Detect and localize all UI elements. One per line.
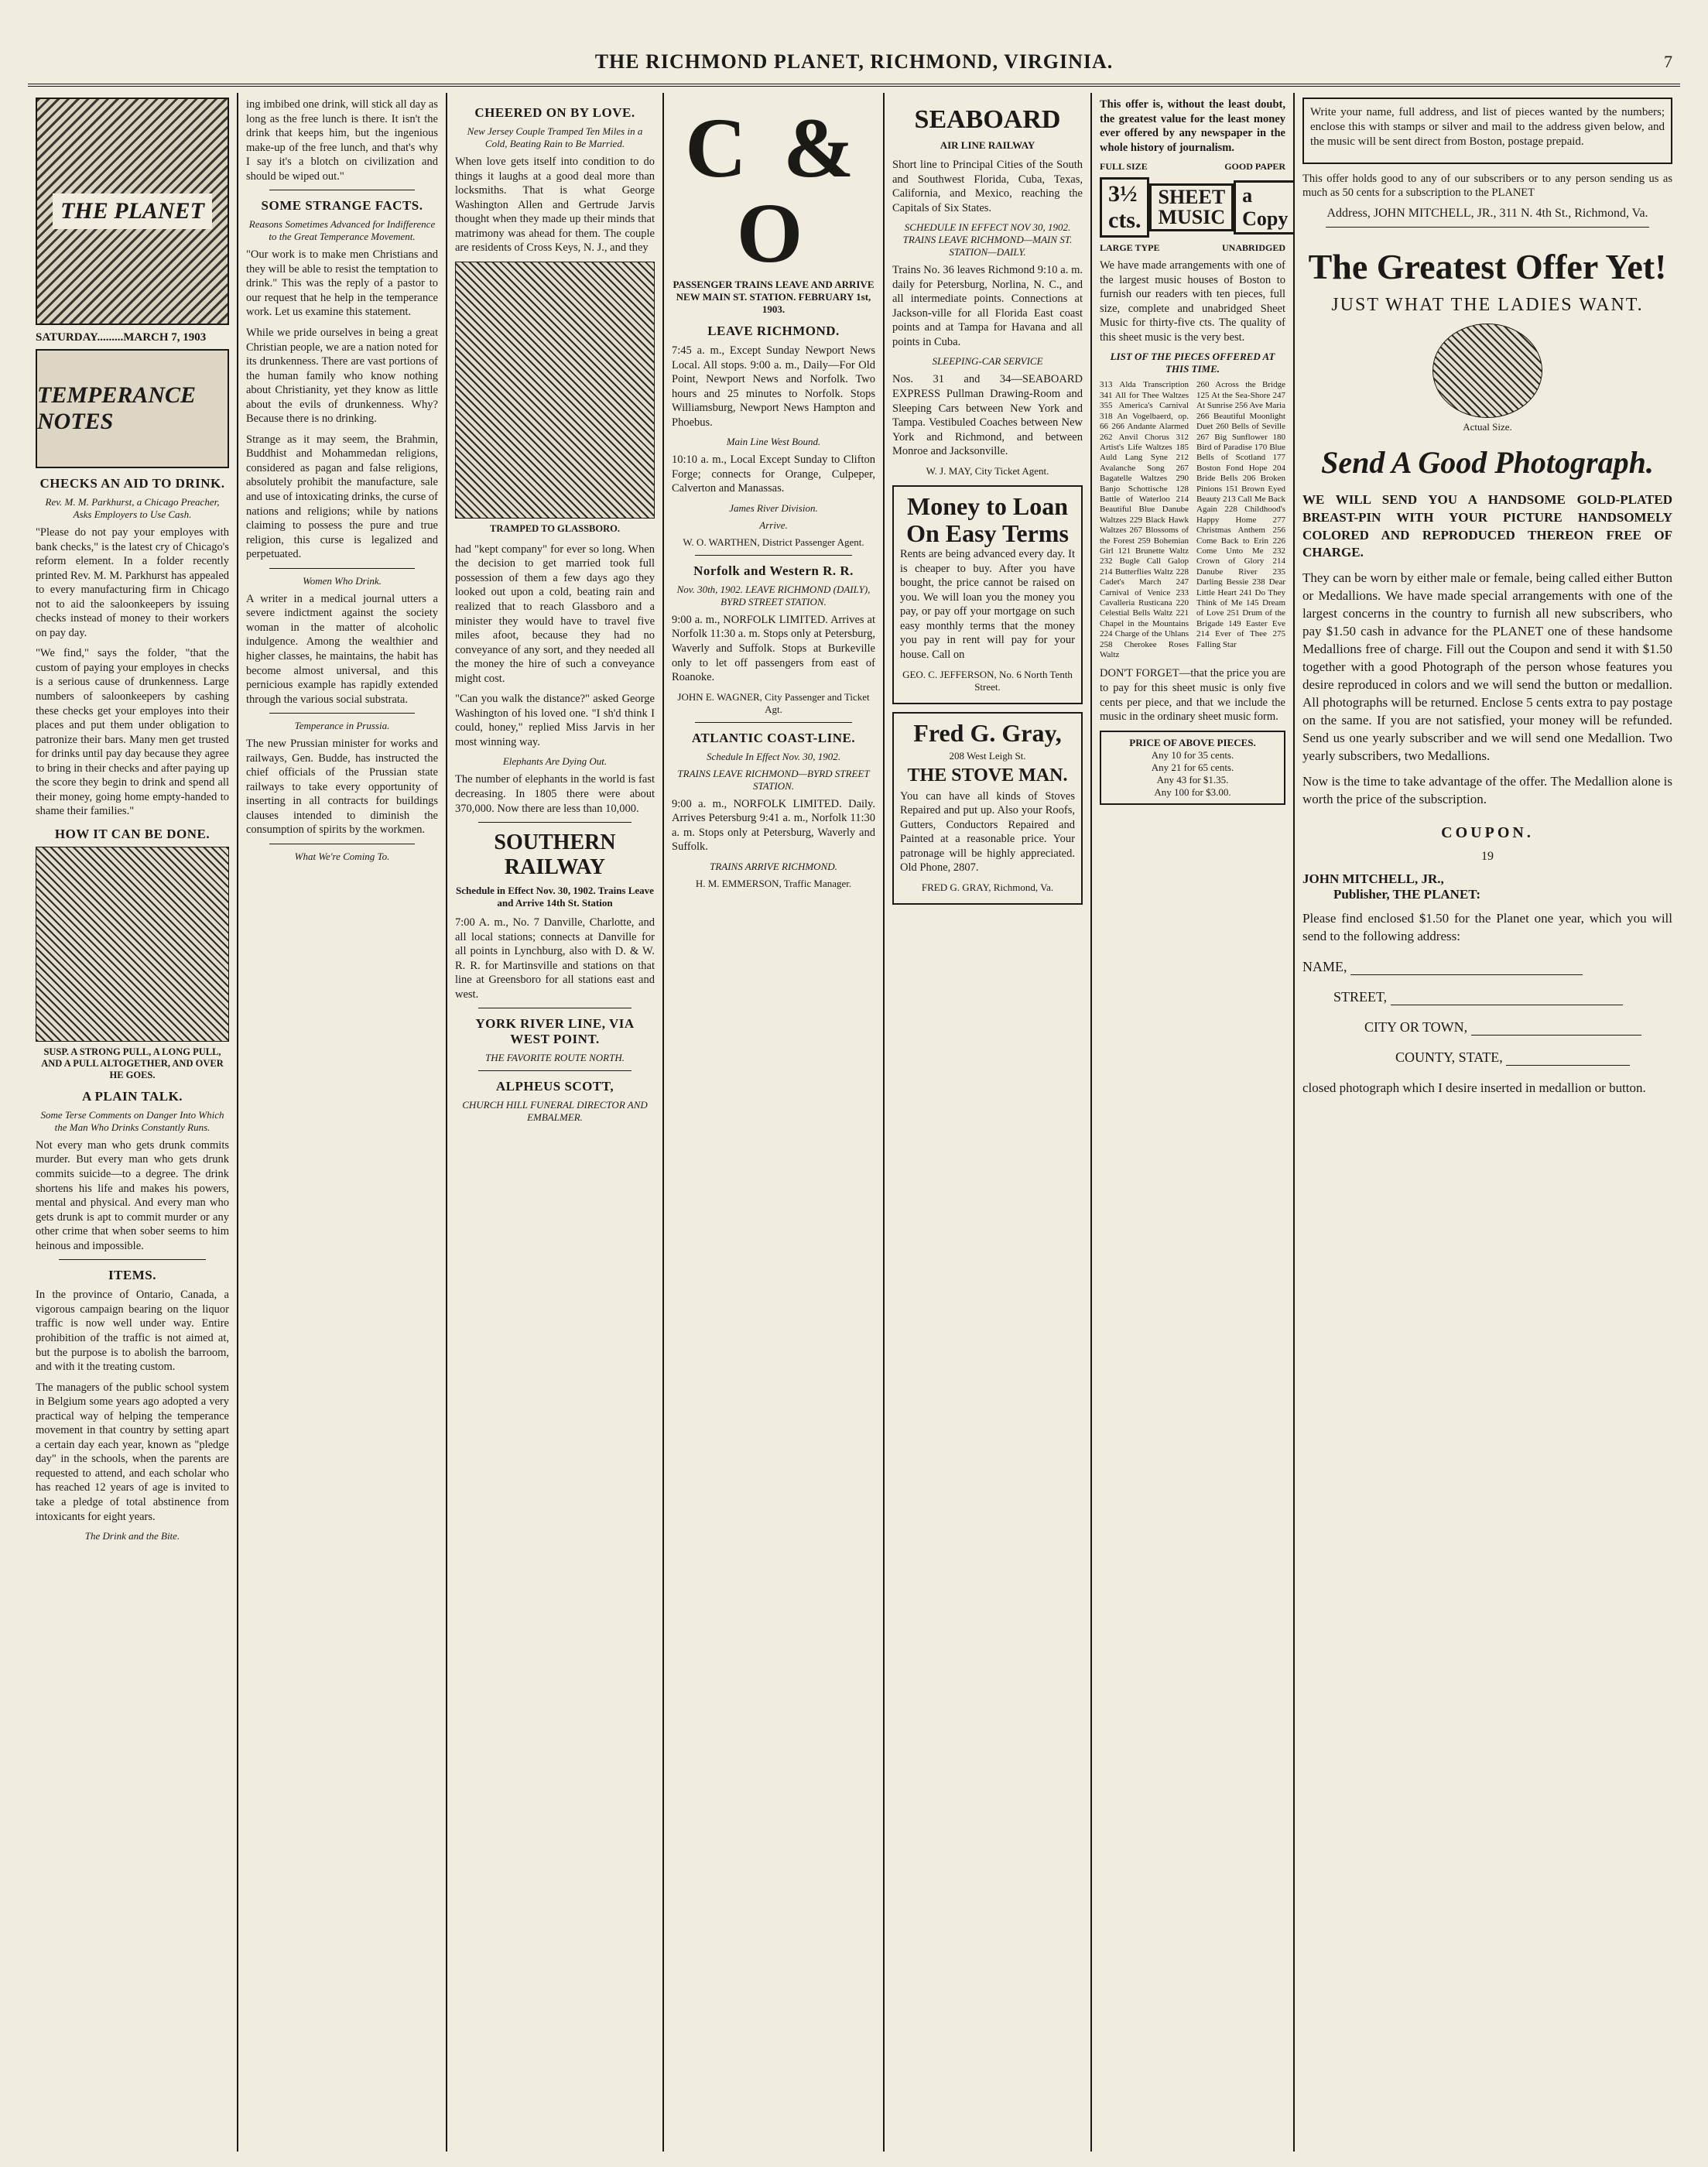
coupon-street-field[interactable] xyxy=(1333,989,1672,1005)
leave-richmond-head: LEAVE RICHMOND. xyxy=(707,324,840,338)
pieces-list xyxy=(1100,380,1285,660)
paragraph: 9:00 a. m., NORFOLK LIMITED. Arrives at Norfolk 11:30 a. m. Stops only at Petersburg, Waverly and Suffolk. Stops at Burkeville only to let off passengers from east of Roanoke. xyxy=(672,613,875,684)
fred-gray-address: 208 West Leigh St. xyxy=(949,749,1026,762)
tag-unabridged: UNABRIDGED xyxy=(1221,242,1285,254)
atlantic-coast-subhead: Schedule In Effect Nov. 30, 1902. xyxy=(706,750,841,762)
coupon-blank-line[interactable] xyxy=(1391,992,1623,1005)
money-to-loan-signature: GEO. C. JEFFERSON, No. 6 North Tenth Street. xyxy=(902,668,1073,693)
paragraph: While we pride ourselves in being a great Christian people, we are a nation noted for its drunkenness. There are vast portions of the human family who know nothing about Christianity, yet they know as little about the evils of drunkenness. Why? Because there is no drinking. xyxy=(246,327,438,426)
coupon-publisher: Publisher, THE PLANET: xyxy=(1333,886,1481,902)
coupon-county-label: COUNTY, STATE, xyxy=(1395,1049,1503,1066)
headline-checks: CHECKS AN AID TO DRINK. xyxy=(39,476,225,491)
dateline: SATURDAY.........MARCH 7, 1903 xyxy=(36,331,207,344)
norfolk-western-subhead: Nov. 30th, 1902. LEAVE RICHMOND (DAILY), BYRD STREET STATION. xyxy=(676,583,871,608)
paragraph: 7:45 a. m., Except Sunday Newport News Local. All stops. 9:00 a. m., Daily—For Old Point, Newport News and Norfolk. Two hours and 25 minutes to Norfolk. Stops Williamsburg, Newport News Hampton and Phoebus. xyxy=(672,344,875,429)
alpheus-scott-subhead: CHURCH HILL FUNERAL DIRECTOR AND EMBALMER. xyxy=(462,1099,648,1124)
southern-railway-schedule: Schedule in Effect Nov. 30, 1902. Trains Leave and Arrive 14th St. Station xyxy=(456,885,654,909)
divider xyxy=(695,555,852,556)
sheet-music-description: We have made arrangements with one of the largest music houses of Boston to furnish our readers with ten pieces, full size, complete and unabridged Sheet Music for thirty-five cts. The quality of this sheet music is the very best. xyxy=(1100,259,1285,344)
coupon-city-label: CITY OR TOWN, xyxy=(1364,1019,1468,1036)
paragraph: had "kept company" for ever so long. When the decision to get married took full possession of them a few days ago they looked out upon a cold, beating rain and realized that to reach Glassboro and a minister they would have to travel five miles afoot, because they had no conveyance of any sort, and they needed all the money the hire of such a conveyance might cost. xyxy=(455,543,655,685)
headline-how-it-can-be-done: HOW IT CAN BE DONE. xyxy=(54,826,211,841)
column-7 xyxy=(1293,93,1680,2152)
coupon-city-field[interactable] xyxy=(1364,1019,1672,1036)
norfolk-western-signature: JOHN E. WAGNER, City Passenger and Ticket Agt. xyxy=(677,690,870,715)
paragraph: "Please do not pay your employes with bank checks," is the latest cry of Chicago's reform element. In a folder recently printed Rev. M. M. Parkhurst has appealed to every manufacturing firm in Chicago not to aid the saloonkeepers by issuing checks instead of money to their workers on pay day. xyxy=(36,526,229,639)
atlantic-coast-signature: H. M. EMMERSON, Traffic Manager. xyxy=(695,877,852,889)
a-copy-label: a Copy xyxy=(1234,180,1293,235)
subhead-cheered: New Jersey Couple Tramped Ten Miles in a Cold, Beating Rain to Be Married. xyxy=(467,125,643,149)
offer-address: Address, JOHN MITCHELL, JR., 311 N. 4th St., Richmond, Va. xyxy=(1326,206,1648,220)
stove-man: THE STOVE MAN. xyxy=(907,765,1068,786)
planet-banner-illustration xyxy=(36,98,229,325)
coupon-to: JOHN MITCHELL, JR., xyxy=(1302,871,1444,886)
coupon-title: COUPON. xyxy=(1441,823,1534,841)
sleeping-car-head: SLEEPING-CAR SERVICE xyxy=(932,355,1043,368)
paragraph: ing imbibed one drink, will stick all day as long as the free lunch is there. It isn't the drink that keeps him, but the ingenious make-up of the free lunch, and that's why I say it's a blotch on civilization and should be wiped out." xyxy=(246,98,438,183)
coupon-name-field[interactable] xyxy=(1302,959,1672,975)
york-river-line-title: YORK RIVER LINE, VIA WEST POINT. xyxy=(475,1016,635,1047)
fred-gray-signature: FRED G. GRAY, Richmond, Va. xyxy=(921,881,1054,893)
paragraph: "We find," says the folder, "that the custom of paying your employes in checks is a serious cause of drunkenness. Large numbers of saloonkeepers by cashing these checks get your employes into their places and put them under obligation to patronize their bars. Many men get trusted for drinks until pay day because they agree to bring in their checks and after paying up the score they begin to drink and spend all their money, going home empty-handed to shame their families." xyxy=(36,647,229,818)
headline-items: ITEMS. xyxy=(108,1268,157,1283)
divider xyxy=(269,568,415,569)
masthead xyxy=(28,40,1680,87)
illustration-caption: TRAMPED TO GLASSBORO. xyxy=(490,522,620,534)
column-4 xyxy=(662,93,883,2152)
paragraph: Short line to Principal Cities of the South and Southwest Florida, Cuba, Texas, California, and Mexico, reaching the Capitals of Six States. xyxy=(892,159,1083,214)
money-to-loan-head: Money to Loan On Easy Terms xyxy=(906,491,1069,547)
greatest-offer-title: The Greatest Offer Yet! xyxy=(1308,246,1667,286)
couple-in-rain-illustration xyxy=(455,262,655,519)
paragraph: 9:00 a. m., NORFOLK LIMITED. Daily. Arrives Petersburg 9:41 a. m., Norfolk 11:30 a. m. Stops only at Petersburg, Waverly and Suffolk. xyxy=(672,797,875,854)
sheet-music-tags-bottom xyxy=(1100,242,1285,254)
southern-railway-title: SOUTHERN RAILWAY xyxy=(494,830,616,880)
paragraph: You can have all kinds of Stoves Repaired and put up. Also your Roofs, Gutters, Conductors Repaired and Painted at a reasonable price. Your patronage will be highly appreciated. Old Phone, 2807. xyxy=(900,789,1075,875)
columns xyxy=(28,93,1680,2152)
subhead-elephants: Elephants Are Dying Out. xyxy=(502,755,608,768)
trains-leave-head: TRAINS LEAVE RICHMOND—BYRD STREET STATION. xyxy=(677,767,870,792)
coupon-street-label: STREET, xyxy=(1333,989,1388,1005)
pieces-list-text: 260 Across the Bridge 125 At the Sea-Shore 247 At Sunrise 256 Ave Maria 266 Beautiful Moonlight Duet 260 Bells of Seville 267 Big Sunflower 180 Bird of Paradise 170 Blue Bells of Scotland 177 Boston Fond Hope 204 Bride Bells 206 Broken Pinions 151 Brown Eyed Beauty 213 Call Me Back Again 228 Childhood's Happy Home 277 Christmas Anthem 256 Come Back to Erin 226 Come Unto Me 232 Crown of Glory 214 Danube River 235 Darling Bessie 238 Dear Little Heart 241 Do They Think of Me 145 Dream of Love 251 Drum of the Brigade 149 Easter Eve 214 Ever of Thee 275 Falling Star xyxy=(1196,380,1285,649)
price-line: Any 21 for 65 cents. xyxy=(1151,761,1234,773)
seaboard-title: SEABOARD xyxy=(914,105,1061,134)
fred-gray-head: Fred G. Gray, xyxy=(913,718,1062,747)
write-your-name-box xyxy=(1302,98,1672,164)
paragraph: The managers of the public school system in Belgium some years ago adopted a very practical way of helping the temperance movement in that country by setting apart a certain day each year, known as "pledge day" in the schools, when the parents are requested to attend, and each scholar who has reached 12 years of age is invited to take a pledge of total abstinence from intoxicants for eight years. xyxy=(36,1381,229,1523)
column-2 xyxy=(237,93,446,2152)
atlantic-coast-line-title: ATLANTIC COAST-LINE. xyxy=(691,730,856,745)
subhead-plain-talk: Some Terse Comments on Danger Into Which the Man Who Drinks Constantly Runs. xyxy=(40,1108,224,1133)
divider xyxy=(269,713,415,714)
paragraph: Nos. 31 and 34—SEABOARD EXPRESS Pullman Drawing-Room and Sleeping Cars between New York and Tampa. Vestibuled Coaches between New York and Richmond, and between Monroe and Jacksonville. xyxy=(892,373,1083,458)
sheet-music-tags-top xyxy=(1100,161,1285,173)
subhead-temperance-prussia: Temperance in Prussia. xyxy=(294,720,390,732)
tag-full-size: FULL SIZE xyxy=(1100,161,1148,173)
norfolk-western-title: Norfolk and Western R. R. xyxy=(693,563,854,578)
masthead-title: THE RICHMOND PLANET, RICHMOND, VIRGINIA. xyxy=(594,50,1114,73)
subhead-strange-facts: Reasons Sometimes Advanced for Indifference to the Great Temperance Movement. xyxy=(248,218,436,243)
coupon-name-label: NAME, xyxy=(1302,959,1347,975)
dont-forget-note: DON'T FORGET—that the price you are to pay for this sheet music is only five cents per piece, and that we include the music in the ordinary sheet music form. xyxy=(1100,667,1285,724)
seaboard-schedule-head: SCHEDULE IN EFFECT NOV 30, 1902. TRAINS LEAVE RICHMOND—MAIN ST. STATION—DAILY. xyxy=(902,221,1073,258)
price-head: PRICE OF ABOVE PIECES. xyxy=(1129,736,1256,748)
divider xyxy=(1326,227,1649,228)
actual-size-label: Actual Size. xyxy=(1463,420,1512,433)
price-line: Any 100 for $3.00. xyxy=(1154,786,1231,798)
headline-cheered-on-by-love: CHEERED ON BY LOVE. xyxy=(474,105,635,120)
c-and-o-subhead: PASSENGER TRAINS LEAVE AND ARRIVE NEW MAIN ST. STATION. FEBRUARY 1st, 1903. xyxy=(673,279,875,315)
paragraph: "Our work is to make men Christians and they will be able to resist the temptation to drink." This was the reply of a pastor to our request that he help in the temperance work. Let us examine this statement. xyxy=(246,248,438,319)
column-3 xyxy=(446,93,662,2152)
money-to-loan-ad xyxy=(892,485,1083,704)
pieces-list-text: 313 Alda Transcription 341 All for Thee Waltzes 355 America's Carnival 318 An Vogelbaerd, op. 66 266 Andante Alarmed 262 Anvil Chorus 312 Artist's Life Waltzes 185 Auld Lang Syne 212 Avalanche Song 267 Bagatelle Waltzes 290 Banjo Schottische 128 Battle of Waterloo 214 Beautiful Blue Danube Waltzes 229 Black Hawk Waltzes 267 Blossoms of the Forest 259 Bohemian Girl 121 Brunette Waltz 232 Bugle Call Galop 214 Butterflies Waltz 228 Cadet's March 247 Carnival of Venice 233 Cavalleria Rusticana 220 Celestial Bells Waltz 221 Chapel in the Mountains 224 Charge of the Uhlans 258 Cherokee Roses Waltz xyxy=(1100,380,1189,660)
divider xyxy=(695,722,852,723)
write-your-name-text: Write your name, full address, and list of pieces wanted by the numbers; enclose this with stamps or silver and mail to the address given below, and the music will be sent direct from Boston, postage prepaid. xyxy=(1310,106,1665,149)
divider xyxy=(478,1070,632,1071)
paragraph: A writer in a medical journal utters a severe indictment against the society woman in the matter of alcoholic indulgence. Among the wealthier and higher classes, he maintains, the habit has become almost universal, and this pernicious example has rapidly extended through the various social substrata. xyxy=(246,592,438,706)
sheet-music-banner xyxy=(1100,177,1289,238)
pieces-list-left xyxy=(1100,380,1189,660)
headline-strange-facts: SOME STRANGE FACTS. xyxy=(261,198,423,214)
send-photograph-title: Send A Good Photograph. xyxy=(1321,444,1654,480)
paragraph: The new Prussian minister for works and railways, Gen. Budde, has instructed the chief officials of the Prussian state railways to take every opportunity of inserting in all contracts for buildings clauses intended to diminish the consumption of spirits by the workmen. xyxy=(246,738,438,837)
price-line: Any 10 for 35 cents. xyxy=(1151,748,1234,761)
pieces-list-right xyxy=(1196,380,1285,660)
c-and-o-title: C & O xyxy=(685,101,862,280)
paragraph: Not every man who gets drunk commits murder. But every man who gets drunk commits suicide—to a degree. The drink shortens his life and makes his powers, mental and physical. And every man who gets drunk is apt to commit murder or any other crime that when sober seems to him heinous and impossible. xyxy=(36,1138,229,1252)
coupon-year: 19 xyxy=(1481,849,1494,863)
column-6 xyxy=(1090,93,1293,2152)
illustration-caption: SUSP. A STRONG PULL, A LONG PULL, AND A PULL ALTOGETHER, AND OVER HE GOES. xyxy=(41,1046,224,1080)
column-1 xyxy=(28,93,237,2152)
paragraph: In the province of Ontario, Canada, a vigorous campaign bearing on the liquor traffic is now well under way. Entire prohibition of the traffic is not aimed at, but the purpose is to abolish the barroom, and with it the treating custom. xyxy=(36,1289,229,1374)
coupon-blank-line[interactable] xyxy=(1471,1022,1641,1036)
column-5 xyxy=(883,93,1090,2152)
temperance-notes-text: TEMPERANCE NOTES xyxy=(37,382,197,434)
coupon-county-field[interactable] xyxy=(1395,1049,1672,1066)
paragraph: Rents are being advanced every day. It is cheaper to buy. After you have bought, the price cannot be raised on you. We will loan you the money you pay, or pay off your mortgage on such easy monthly terms that the money you pay in rent will pay for your house. Call on xyxy=(900,548,1075,661)
trains-arrive-head: TRAINS ARRIVE RICHMOND. xyxy=(710,860,837,872)
paragraph: Strange as it may seem, the Brahmin, Buddhist and Mohammedan religions, considered as pagan and false religions, absolutely prohibit the manufacture, sale and use of intoxicating drinks, the curse of nations and religions; while by nations claiming to possess the pure and true religion, this curse is legalized and perpetuated. xyxy=(246,433,438,561)
seaboard-subtitle: AIR LINE RAILWAY xyxy=(940,139,1035,151)
james-river-head: James River Division. xyxy=(729,502,818,514)
paragraph: Trains No. 36 leaves Richmond 9:10 a. m. daily for Petersburg, Norlina, N. C., and all intermediate points. Connections at Jackson-ville for all Florida East coast points and at Tampa for Havana and all points in Cuba. xyxy=(892,264,1083,348)
list-of-pieces-head: LIST OF THE PIECES OFFERED AT THIS TIME. xyxy=(1110,351,1275,375)
alpheus-scott-title: ALPHEUS SCOTT, xyxy=(495,1079,614,1094)
page-number: 7 xyxy=(1664,52,1672,71)
subhead-coming-to: What We're Coming To. xyxy=(294,850,390,862)
coupon-closed: closed photograph which I desire inserted in medallion or button. xyxy=(1302,1080,1646,1096)
price-box xyxy=(1100,731,1285,805)
tug-of-war-illustration xyxy=(36,847,229,1042)
coupon-please: Please find enclosed $1.50 for the Planet one year, which you will send to the following address: xyxy=(1302,910,1672,943)
ladies-want-subtitle: JUST WHAT THE LADIES WANT. xyxy=(1331,294,1644,315)
sheet-music-label: SHEET MUSIC xyxy=(1149,183,1234,231)
paragraph: 7:00 A. m., No. 7 Danville, Charlotte, and all local stations; connects at Danville for all points in Lynchburg, also with D. & W. R. R. for Martinsville and stations on that line at Greensboro for all stations east and west. xyxy=(455,916,655,1001)
offer-paragraph: Now is the time to take advantage of the offer. The Medallion alone is worth the price of the subscription. xyxy=(1302,773,1672,806)
paragraph: "Can you walk the distance?" asked George Washington of his loved one. "I sh'd think I could, honey," replied Miss Jarvis in her most winning way. xyxy=(455,693,655,748)
offer-paragraph: They can be worn by either male or female, being called either Button or Medallions. We have made special arrangements with one of the largest concerns in the country to furnish all new subscribers, who pay $1.50 cash in advance for the PLANET one of these handsome Medallions free of charge. Fill out the Coupon and send it with $1.50 together with a good Photograph of the person whose features you desire reproduced in colors and we will send the button or medallion. All photographs will be returned. Enclose 5 cents extra to pay postage on the same. If you are not satisfied, your money will be refunded. Send us one yearly subscriber and we will send one Medallion. Two yearly subscribers, two Medallions. xyxy=(1302,570,1672,763)
subhead-checks: Rev. M. M. Parkhurst, a Chicago Preacher, Asks Employers to Use Cash. xyxy=(45,496,220,520)
fred-gray-ad xyxy=(892,712,1083,905)
subhead-drink-and-bite: The Drink and the Bite. xyxy=(84,1530,180,1542)
arrive-head: Arrive. xyxy=(759,519,788,531)
paragraph: 10:10 a. m., Local Except Sunday to Clifton Forge; connects for Orange, Culpeper, Calverton and Manassas. xyxy=(672,454,875,495)
paragraph: The number of elephants in the world is fast decreasing. In 1805 there were about 370,000. Now there are less than 10,000. xyxy=(455,773,655,815)
york-river-subhead: THE FAVORITE ROUTE NORTH. xyxy=(484,1052,625,1064)
tag-good-paper: GOOD PAPER xyxy=(1224,161,1285,173)
planet-banner-text: THE PLANET xyxy=(53,193,212,229)
offer-paragraph: WE WILL SEND YOU A HANDSOME GOLD-PLATED BREAST-PIN WITH YOUR PICTURE HANDSOMELY COLORED AND REPRODUCED THEREON FREE OF CHARGE. xyxy=(1302,491,1672,560)
offer-holds-note: This offer holds good to any of our subscribers or to any person sending us as much as 50 cents for a subscription to the PLANET xyxy=(1302,172,1672,200)
coupon-blank-line[interactable] xyxy=(1350,962,1583,975)
temperance-notes-banner xyxy=(36,349,229,468)
medallion-portrait xyxy=(1432,324,1542,418)
price-line: Any 43 for $1.35. xyxy=(1156,773,1229,786)
divider xyxy=(59,1259,206,1260)
divider xyxy=(478,822,632,823)
seaboard-signature: W. J. MAY, City Ticket Agent. xyxy=(926,464,1049,477)
price-cents: 3½ cts. xyxy=(1100,177,1149,238)
headline-plain-talk: A PLAIN TALK. xyxy=(81,1088,183,1104)
paragraph: When love gets itself into condition to do things it laughs at a good deal more than locksmiths. That is what George Washington Allen and Gertrude Jarvis thought when they made up their minds that matrimony was ahead for them. The couple are residents of Cross Keys, N. J., and they xyxy=(455,156,655,255)
tag-large-type: LARGE TYPE xyxy=(1100,242,1160,254)
sheet-music-intro: This offer is, without the least doubt, the greatest value for the least money ever offered by any newspaper in the whole history of journalism. xyxy=(1100,98,1285,154)
coupon-blank-line[interactable] xyxy=(1506,1053,1630,1066)
main-line-west-head: Main Line West Bound. xyxy=(726,436,821,448)
c-and-o-signature: W. O. WARTHEN, District Passenger Agent. xyxy=(683,536,864,548)
subhead-women-who-drink: Women Who Drink. xyxy=(303,574,382,587)
